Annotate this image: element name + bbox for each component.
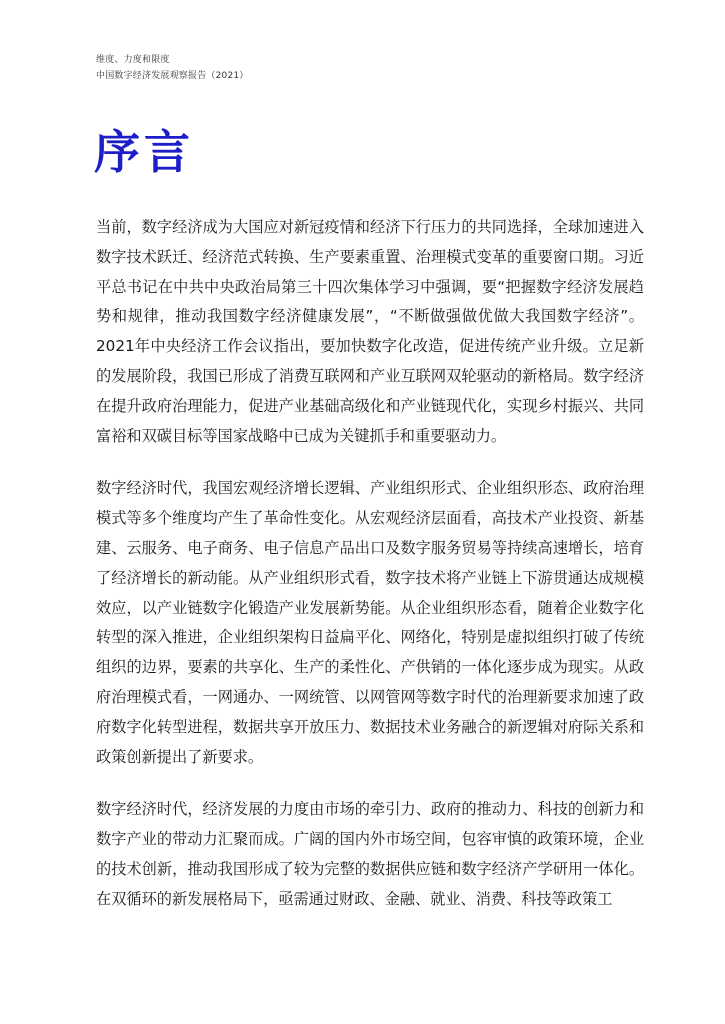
paragraph-1: 当前，数字经济成为大国应对新冠疫情和经济下行压力的共同选择，全球加速进入数字技术跃迁、经济范式转换、生产要素重置、治理模式变革的重要窗口期。习近平总书记在中共中央政治局第三十四次集体学习中强调，要“把握数字经济发展趋势和规律，推动我国数字经济健康发展”，“不断做强做优做大我国数字经济”。2021年中央经济工作会议指出，要加快数字化改造，促进传统产业升级。立足新的发展阶段，我国已形成了消费互联网和产业互联网双轮驱动的新格局。数字经济在提升政府治理能力，促进产业基础高级化和产业链现代化，实现乡村振兴、共同富裕和双碳目标等国家战略中已成为关键抓手和重要驱动力。 — [96, 218, 644, 445]
paragraph-3: 数字经济时代，经济发展的力度由市场的牵引力、政府的推动力、科技的创新力和数字产业的带动力汇聚而成。广阔的国内外市场空间，包容审慎的政策环境，企业的技术创新，推动我国形成了较为完整的数据供应链和数字经济产学研用一体化。在双循环的新发展格局下，亟需通过财政、金融、就业、消费、科技等政策工 — [96, 800, 644, 908]
paragraph-2: 数字经济时代，我国宏观经济增长逻辑、产业组织形式、企业组织形态、政府治理模式等多个维度均产生了革命性变化。从宏观经济层面看，高技术产业投资、新基建、云服务、电子商务、电子信息产品出口及数字服务贸易等持续高速增长，培育了经济增长的新动能。从产业组织形式看，数字技术将产业链上下游贯通达成规模效应，以产业链数字化锻造产业发展新势能。从企业组织形态看，随着企业数字化转型的深入推进，企业组织架构日益扁平化、网络化，特别是虚拟组织打破了传统组织的边界，要素的共享化、生产的柔性化、产供销的一体化逐步成为现实。从政府治理模式看，一网通办、一网统管、以网管网等数字时代的治理新要求加速了政府数字化转型进程，数据共享开放压力、数据技术业务融合的新逻辑对府际关系和政策创新提出了新要求。 — [96, 479, 644, 766]
header-report-title: 中国数字经济发展观察报告（2021） — [96, 71, 249, 81]
running-header — [96, 52, 249, 84]
page-title: 序言 — [94, 125, 194, 179]
header-subtitle: 维度、力度和限度 — [96, 55, 170, 65]
body-text — [96, 213, 644, 938]
